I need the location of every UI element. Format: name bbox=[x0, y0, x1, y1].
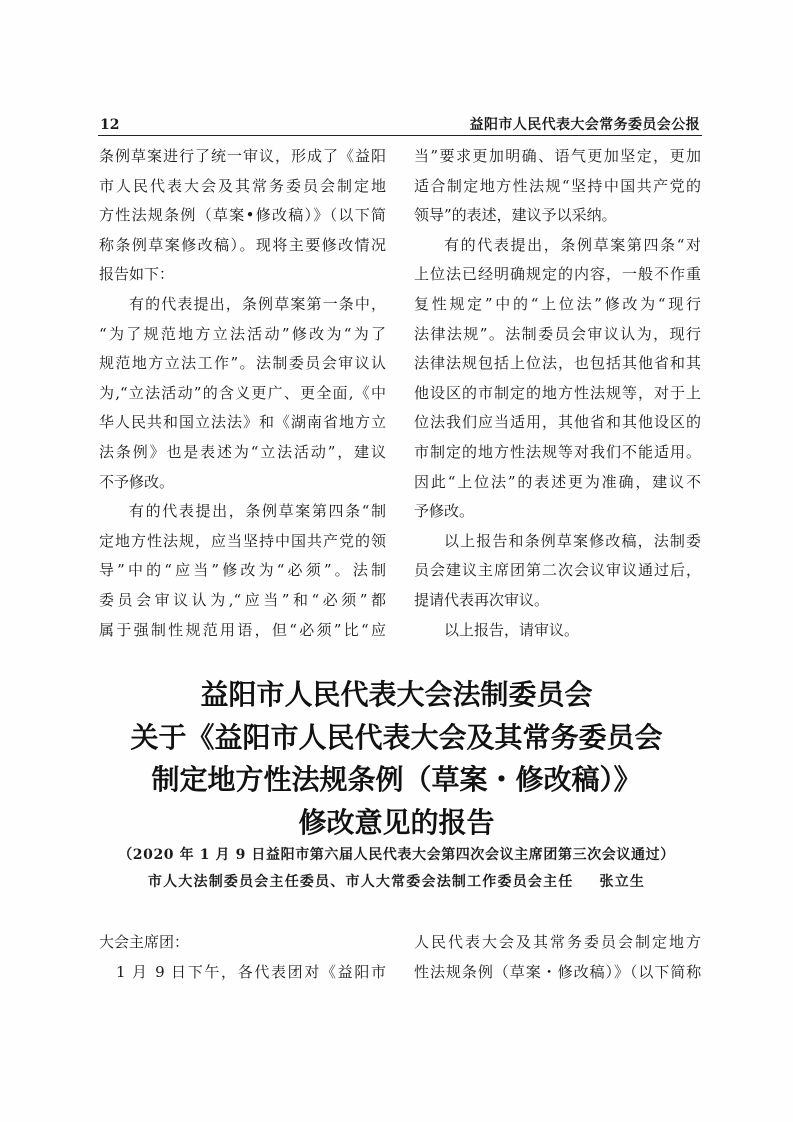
text-line: 1 月 9 日下午，各代表团对《益阳市 bbox=[116, 963, 386, 981]
top-right-column bbox=[414, 142, 701, 645]
bottom-right-column bbox=[414, 927, 701, 987]
header-rule bbox=[98, 135, 702, 136]
text-line: 法律法规包括上位法，也包括其他省和其 bbox=[414, 354, 701, 373]
page-number: 12 bbox=[100, 117, 120, 133]
text-line: 以上报告和条例草案修改稿，法制委 bbox=[444, 531, 701, 550]
text-line: 性法规条例（草案・修改稿）》（以下简称 bbox=[414, 963, 701, 981]
text-line: 有的代表提出，条例草案第四条“制 bbox=[129, 502, 386, 521]
text-line: 提请代表再次审议。 bbox=[414, 590, 550, 609]
text-line: 为,“立法活动”的含义更广、更全面,《中 bbox=[99, 383, 386, 402]
top-left-column bbox=[99, 142, 386, 645]
text-line: 委员会审议认为,“应当”和“必须”都 bbox=[99, 590, 386, 609]
text-line: 因此“上位法”的表述更为准确，建议不 bbox=[414, 472, 701, 491]
text-line: 他设区的市制定的地方性法规等，对于上 bbox=[414, 383, 701, 402]
report-title bbox=[0, 674, 793, 844]
text-line: 规范地方立法工作”。法制委员会审议认 bbox=[99, 354, 386, 373]
report-subtitle: （2020 年 1 月 9 日益阳市第六届人民代表大会第四次会议主席团第三次会议通过） bbox=[118, 847, 675, 863]
text-line: 适合制定地方性法规“坚持中国共产党的 bbox=[414, 176, 701, 195]
text-line: 定地方性法规，应当坚持中国共产党的领 bbox=[99, 531, 386, 550]
title-line: 制定地方性法规条例（草案・修改稿）》 bbox=[151, 763, 642, 796]
text-line: 领导”的表述，建议予以采纳。 bbox=[414, 206, 617, 225]
text-line: 市制定的地方性法规等对我们不能适用。 bbox=[414, 442, 701, 461]
text-line: 条例草案进行了统一审议，形成了《益阳 bbox=[99, 147, 386, 165]
report-author bbox=[0, 872, 793, 892]
text-line: 人民代表大会及其常务委员会制定地方 bbox=[414, 933, 701, 951]
text-line: 导”中的“应当”修改为“必须”。法制 bbox=[99, 561, 386, 580]
text-line: 有的代表提出，条例草案第四条“对 bbox=[444, 235, 701, 254]
text-line: 属于强制性规范用语，但“必须”比“应 bbox=[99, 620, 386, 639]
text-line: 复性规定”中的“上位法”修改为“现行 bbox=[414, 294, 701, 313]
text-line: 方性法规条例（草案•修改稿）》（以下简 bbox=[99, 206, 386, 225]
text-line: 予修改。 bbox=[414, 502, 475, 521]
title-line: 关于《益阳市人民代表大会及其常务委员会 bbox=[130, 720, 663, 754]
text-line: “为了规范地方立法活动”修改为“为了 bbox=[99, 324, 386, 343]
salutation: 大会主席团： bbox=[99, 933, 190, 951]
publication-title: 益阳市人民代表大会常务委员会公报 bbox=[469, 117, 700, 133]
text-line: 法律法规”。法制委员会审议认为，现行 bbox=[414, 324, 701, 343]
text-line: 员会建议主席团第二次会议审议通过后， bbox=[414, 561, 701, 580]
text-line: 不予修改。 bbox=[99, 472, 175, 491]
text-line: 上位法已经明确规定的内容，一般不作重 bbox=[414, 265, 701, 284]
text-line: 有的代表提出，条例草案第一条中， bbox=[129, 294, 386, 313]
text-line: 市人民代表大会及其常务委员会制定地 bbox=[99, 176, 386, 195]
title-line: 益阳市人民代表大会法制委员会 bbox=[200, 678, 593, 711]
author-name: 张立生 bbox=[599, 874, 646, 890]
bottom-left-column bbox=[99, 927, 386, 987]
text-line: 华人民共和国立法法》和《湖南省地方立 bbox=[99, 413, 386, 432]
author-title: 市人大法制委员会主任委员、市人大常委会法制工作委员会主任 bbox=[147, 874, 574, 890]
text-line: 以上报告，请审议。 bbox=[444, 620, 580, 639]
text-line: 报告如下： bbox=[99, 265, 175, 284]
text-line: 位法我们应当适用，其他省和其他设区的 bbox=[414, 413, 701, 432]
text-line: 法条例》也是表述为“立法活动”，建议 bbox=[99, 442, 386, 461]
text-line: 称条例草案修改稿）。现将主要修改情况 bbox=[99, 235, 386, 254]
title-line: 修改意见的报告 bbox=[298, 805, 495, 839]
text-line: 当”要求更加明确、语气更加坚定，更加 bbox=[414, 147, 701, 165]
